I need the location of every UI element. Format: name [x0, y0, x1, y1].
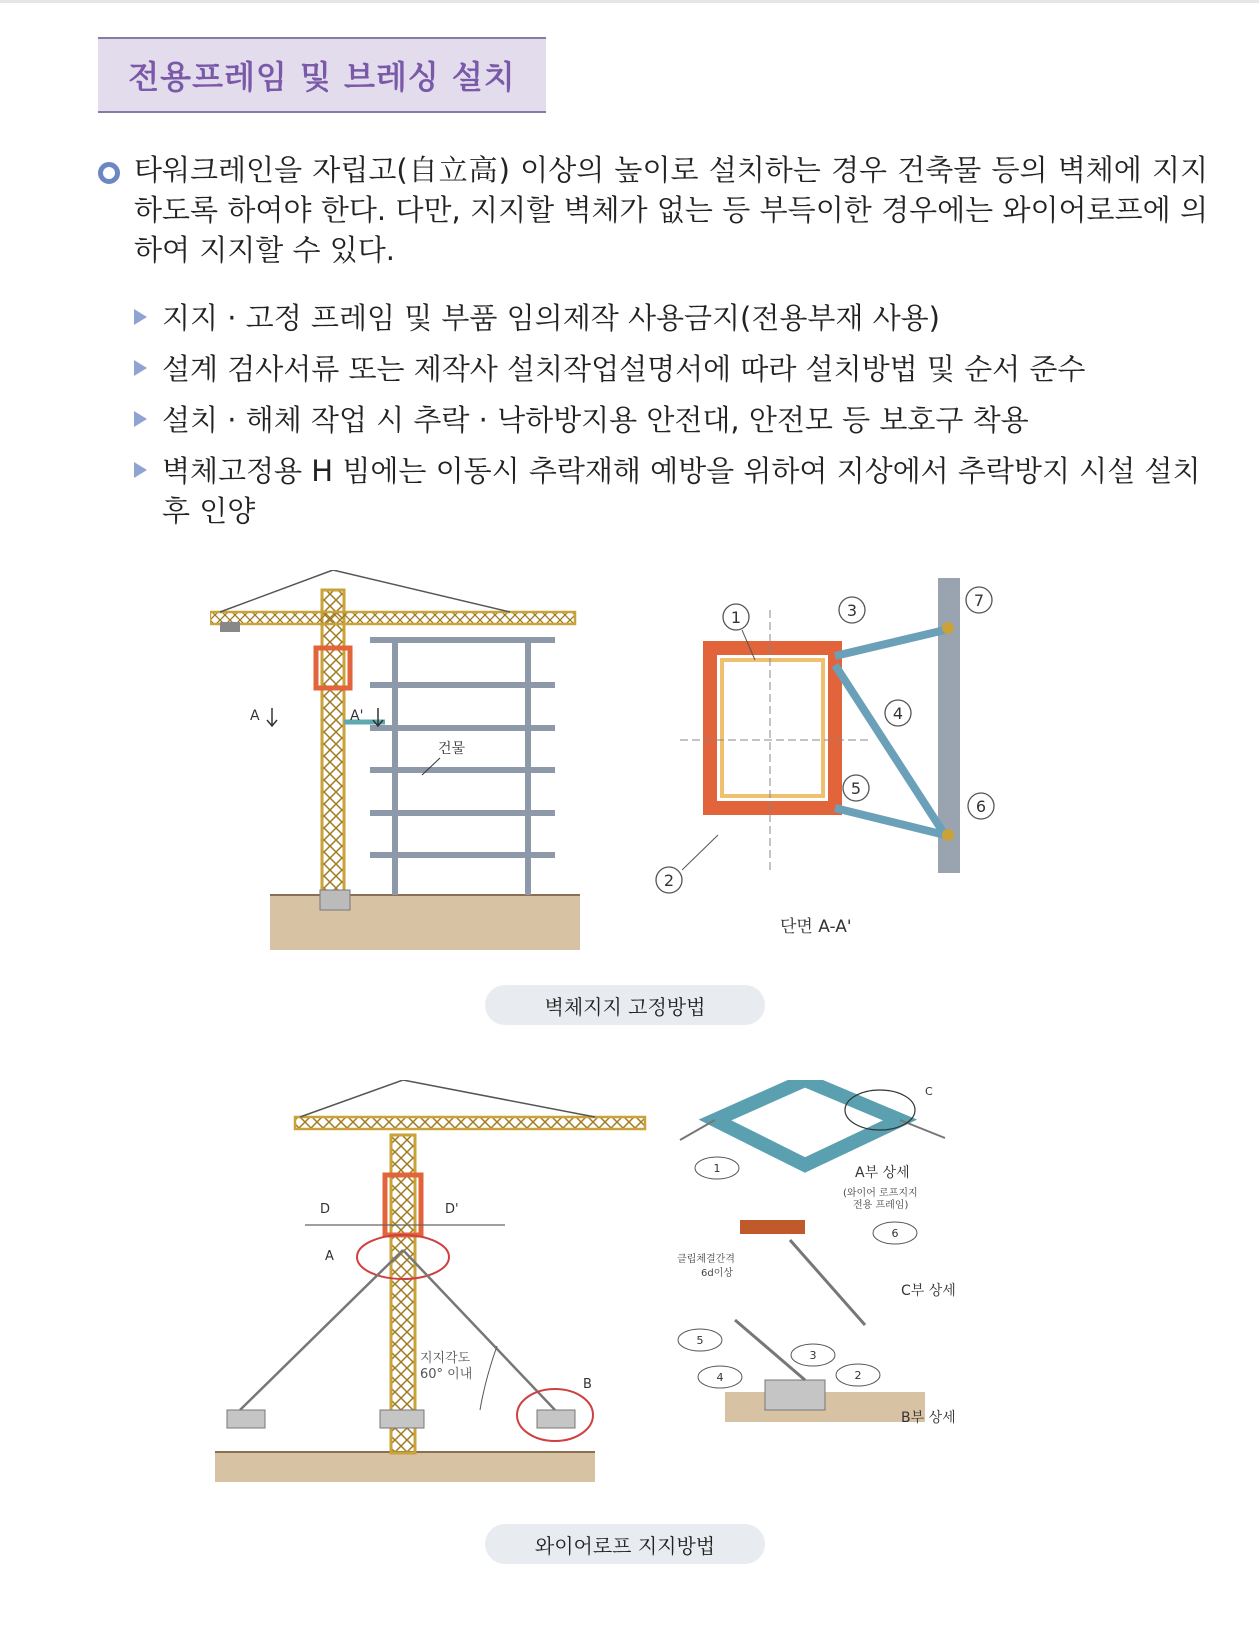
list-item-text: 설치 · 해체 작업 시 추락 · 낙하방지용 안전대, 안전모 등 보호구 착용 — [162, 403, 1029, 437]
list-item-text: 지지 · 고정 프레임 및 부품 임의제작 사용금지(전용부재 사용) — [162, 301, 940, 335]
building-label: 건물 — [438, 741, 466, 757]
label-c: C — [925, 1085, 933, 1098]
clip-note-2: 6d이상 — [701, 1268, 734, 1279]
list-item — [128, 298, 1208, 338]
sub-item-list — [128, 298, 1208, 542]
list-item-text: 설계 검사서류 또는 제작사 설치작업설명서에 따라 설치방법 및 순서 준수 — [162, 352, 1086, 386]
crane-jib-2 — [295, 1117, 645, 1129]
wire-rope-figure — [215, 1080, 1045, 1490]
callout-6: 6 — [975, 797, 987, 816]
label-b: B — [583, 1377, 592, 1392]
building — [370, 640, 555, 895]
callout-4: 4 — [892, 704, 904, 723]
triangle-bullet-icon — [134, 462, 147, 478]
brace-3 — [835, 630, 945, 656]
callout2-3: 3 — [809, 1349, 817, 1362]
top-divider — [0, 0, 1259, 3]
triangle-bullet-icon — [134, 309, 147, 325]
angle-label-2: 60° 이내 — [420, 1367, 473, 1382]
detail-c-label: C부 상세 — [901, 1283, 956, 1299]
label-d: D — [320, 1202, 331, 1217]
section-title: 전용프레임 및 브레싱 설치 — [128, 58, 516, 96]
clip-note-1: 클립체결간격 — [677, 1254, 735, 1265]
callout2-6: 6 — [891, 1227, 899, 1240]
callout-3: 3 — [846, 601, 858, 620]
angle-label-1: 지지각도 — [420, 1351, 471, 1366]
ground — [270, 895, 580, 950]
circle-bullet-icon — [98, 162, 120, 184]
anchor-plate — [740, 1220, 805, 1234]
callout-1: 1 — [730, 608, 742, 627]
triangle-bullet-icon — [134, 360, 147, 376]
crane-mast-2 — [391, 1135, 415, 1453]
detail-b-label: B부 상세 — [901, 1410, 956, 1426]
section-title-box — [98, 37, 546, 113]
main-paragraph-block — [98, 150, 1208, 270]
crane-jib — [210, 612, 575, 624]
frame-section — [710, 648, 835, 808]
label-a: A — [250, 708, 260, 724]
wire-rope-right — [403, 1250, 555, 1410]
callout2-5: 5 — [696, 1334, 704, 1347]
triangle-bullet-icon — [134, 411, 147, 427]
section-label: 단면 A-A' — [780, 917, 852, 937]
label-d-prime: D' — [445, 1202, 459, 1217]
detail-a-label: A부 상세 — [855, 1165, 910, 1181]
list-item — [128, 451, 1208, 531]
callout-5: 5 — [850, 779, 862, 798]
callout2-2: 2 — [854, 1369, 862, 1382]
list-item — [128, 349, 1208, 389]
detail-a-note-1: (와이어 로프지지 — [843, 1188, 918, 1199]
label-a-prime: A' — [350, 708, 364, 724]
callout2-1: 1 — [713, 1162, 721, 1175]
callout-7: 7 — [973, 591, 985, 610]
callout2-4: 4 — [716, 1371, 724, 1384]
wall-support-figure — [210, 570, 1040, 965]
ground-2 — [215, 1452, 595, 1482]
list-item — [128, 400, 1208, 440]
detail-a-note-2: 전용 프레임) — [853, 1200, 909, 1211]
label-a-2: A — [325, 1249, 334, 1264]
rope-frame-detail — [715, 1080, 900, 1165]
figure2-caption: 와이어로프 지지방법 — [485, 1524, 765, 1564]
wire-rope-left — [240, 1250, 403, 1410]
list-item-text: 벽체고정용 H 빔에는 이동시 추락재해 예방을 위하여 지상에서 추락방지 시설 설치 후 인양 — [162, 454, 1201, 528]
crane-mast — [322, 590, 344, 895]
callout-2: 2 — [663, 871, 675, 890]
main-paragraph: 타워크레인을 자립고(自立高) 이상의 높이로 설치하는 경우 건축물 등의 벽체에 지지하도록 하여야 한다. 다만, 지지할 벽체가 없는 등 부득이한 경우에는 와이어로프에 의하여 지지할 수 있다. — [134, 153, 1208, 267]
figure1-caption: 벽체지지 고정방법 — [485, 985, 765, 1025]
counterweight — [220, 622, 240, 632]
